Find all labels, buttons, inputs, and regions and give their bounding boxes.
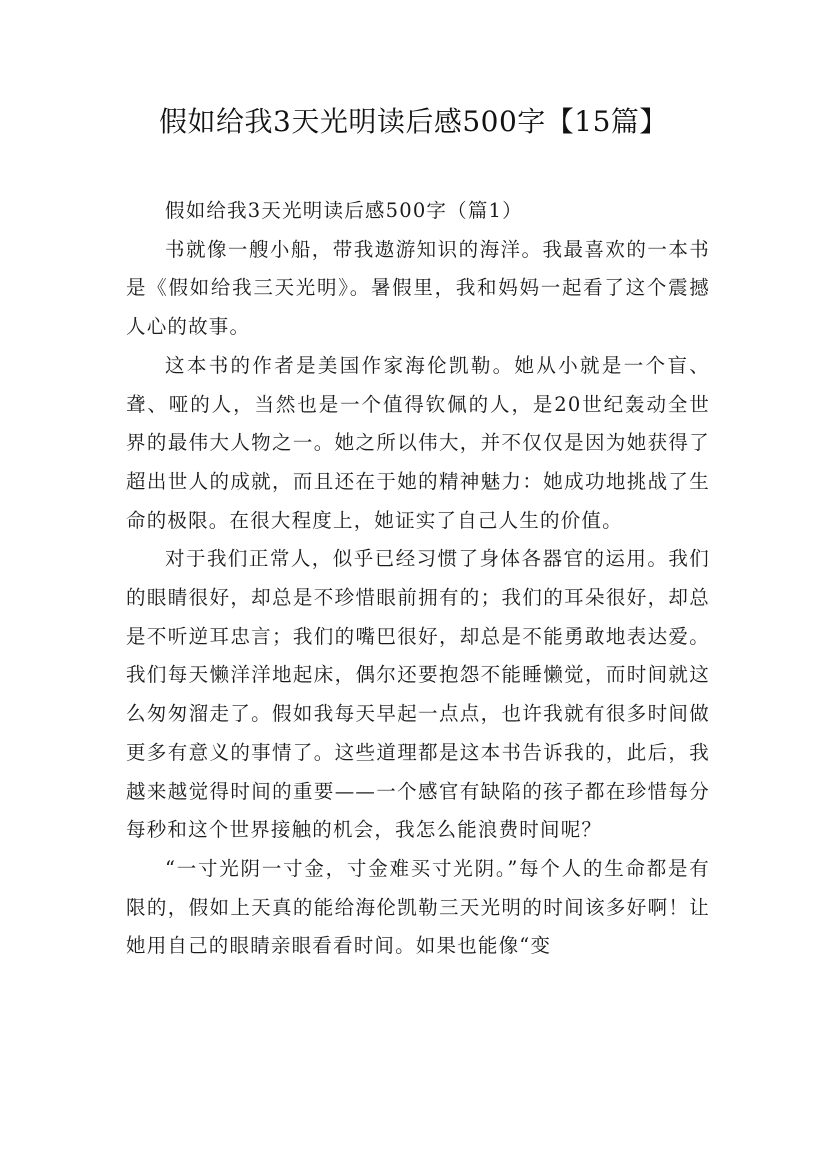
paragraph-3: 对于我们正常人，似乎已经习惯了身体各器官的运用。我们的眼睛很好，却总是不珍惜眼前拥有的；我们的耳朵很好，却总是不听逆耳忠言；我们的嘴巴很好，却总是不能勇敢地表达爱。我们每天懒洋洋地起床，偶尔还要抱怨不能睡懒觉，而时间就这么匆匆溜走了。假如我每天早起一点点，也许我就有很多时间做更多有意义的事情了。这些道理都是这本书告诉我的，此后，我越来越觉得时间的重要——一个感官有缺陷的孩子都在珍惜每分每秒和这个世界接触的机会，我怎么能浪费时间呢？ xyxy=(126,547,710,842)
document-title: 假如给我3天光明读后感500字【15篇】 xyxy=(159,105,668,138)
paragraph-2: 这本书的作者是美国作家海伦凯勒。她从小就是一个盲、聋、哑的人，当然也是一个值得钦佩的人，是20世纪轰动全世界的最伟大人物之一。她之所以伟大，并不仅仅是因为她获得了超出世人的成就，而且还在于她的精神魅力：她成功地挑战了生命的极限。在很大程度上，她证实了自己人生的价值。 xyxy=(126,353,710,532)
document-body xyxy=(126,192,710,966)
paragraph-1: 书就像一艘小船，带我遨游知识的海洋。我最喜欢的一本书是《假如给我三天光明》。暑假里，我和妈妈一起看了这个震撼人心的故事。 xyxy=(126,237,710,339)
section-heading: 假如给我3天光明读后感500字（篇1） xyxy=(165,199,523,222)
paragraph-4: “一寸光阴一寸金，寸金难买寸光阴。”每个人的生命都是有限的，假如上天真的能给海伦凯勒三天光明的时间该多好啊！让她用自己的眼睛亲眼看看时间。如果也能像“变 xyxy=(126,856,710,958)
